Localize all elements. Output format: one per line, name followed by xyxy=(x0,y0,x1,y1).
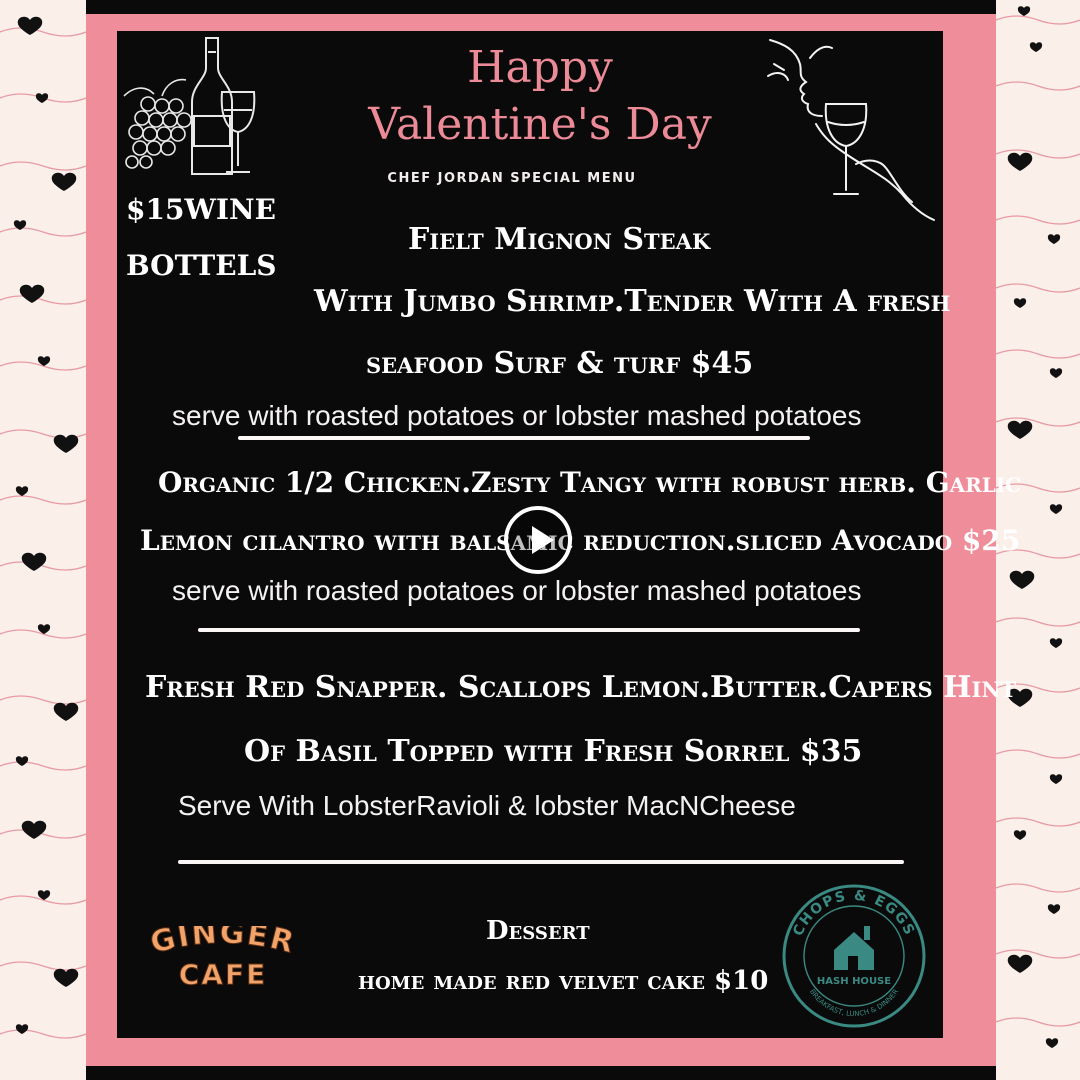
play-button[interactable] xyxy=(504,506,572,574)
dish-1-line-2: With Jumbo Shrimp.Tender With A fresh xyxy=(314,284,951,319)
chops-logo-middle: HASH HOUSE xyxy=(816,976,892,987)
dish-1-side: serve with roasted potatoes or lobster mashed potatoes xyxy=(172,400,862,431)
ginger-logo-line-2: CAFE xyxy=(178,958,268,990)
chops-eggs-logo xyxy=(780,882,928,1030)
wine-promo-line-2: BOTTELS xyxy=(126,249,277,282)
dish-2-side: serve with roasted potatoes or lobster mashed potatoes xyxy=(172,575,862,606)
dessert-heading: Dessert xyxy=(486,916,590,946)
dish-3-line-1: Fresh Red Snapper. Scallops Lemon.Butter.Capers Hint xyxy=(145,670,1017,705)
left-heart-pattern xyxy=(0,0,86,1080)
dish-3-side: Serve With LobsterRavioli & lobster MacNCheese xyxy=(178,790,796,821)
top-black-band xyxy=(86,0,996,14)
divider-2 xyxy=(198,628,860,632)
dish-2-line-2: Lemon cilantro with balsamic reduction.sliced Avocado $25 xyxy=(140,524,1021,557)
divider-1 xyxy=(238,436,810,440)
svg-text:GINGER xyxy=(147,926,299,961)
title-line-1: Happy xyxy=(467,42,613,93)
wine-promo-line-1: $15WINE xyxy=(126,193,276,226)
heart-pattern-icon xyxy=(0,0,86,1080)
chops-logo-top: CHOPS & EGGS xyxy=(790,887,918,939)
ginger-cafe-logo xyxy=(140,926,306,990)
page-subtitle: CHEF JORDAN SPECIAL MENU xyxy=(387,171,637,186)
dessert-item: home made red velvet cake $10 xyxy=(358,966,769,996)
bottom-black-band xyxy=(86,1066,996,1080)
dish-1-line-1: Fielt Mignon Steak xyxy=(408,222,711,257)
chops-logo-bottom: BREAKFAST, LUNCH & DINNER xyxy=(807,987,901,1019)
title-line-2: Valentine's Day xyxy=(368,99,712,150)
divider-3 xyxy=(178,860,904,864)
dish-3-line-2: Of Basil Topped with Fresh Sorrel $35 xyxy=(244,734,863,769)
dish-1-line-3: seafood Surf & turf $45 xyxy=(366,346,754,381)
dish-2-line-1: Organic 1/2 Chicken.Zesty Tangy with robust herb. Garlic xyxy=(158,466,1022,499)
ginger-logo-line-1: GINGER xyxy=(146,926,300,962)
